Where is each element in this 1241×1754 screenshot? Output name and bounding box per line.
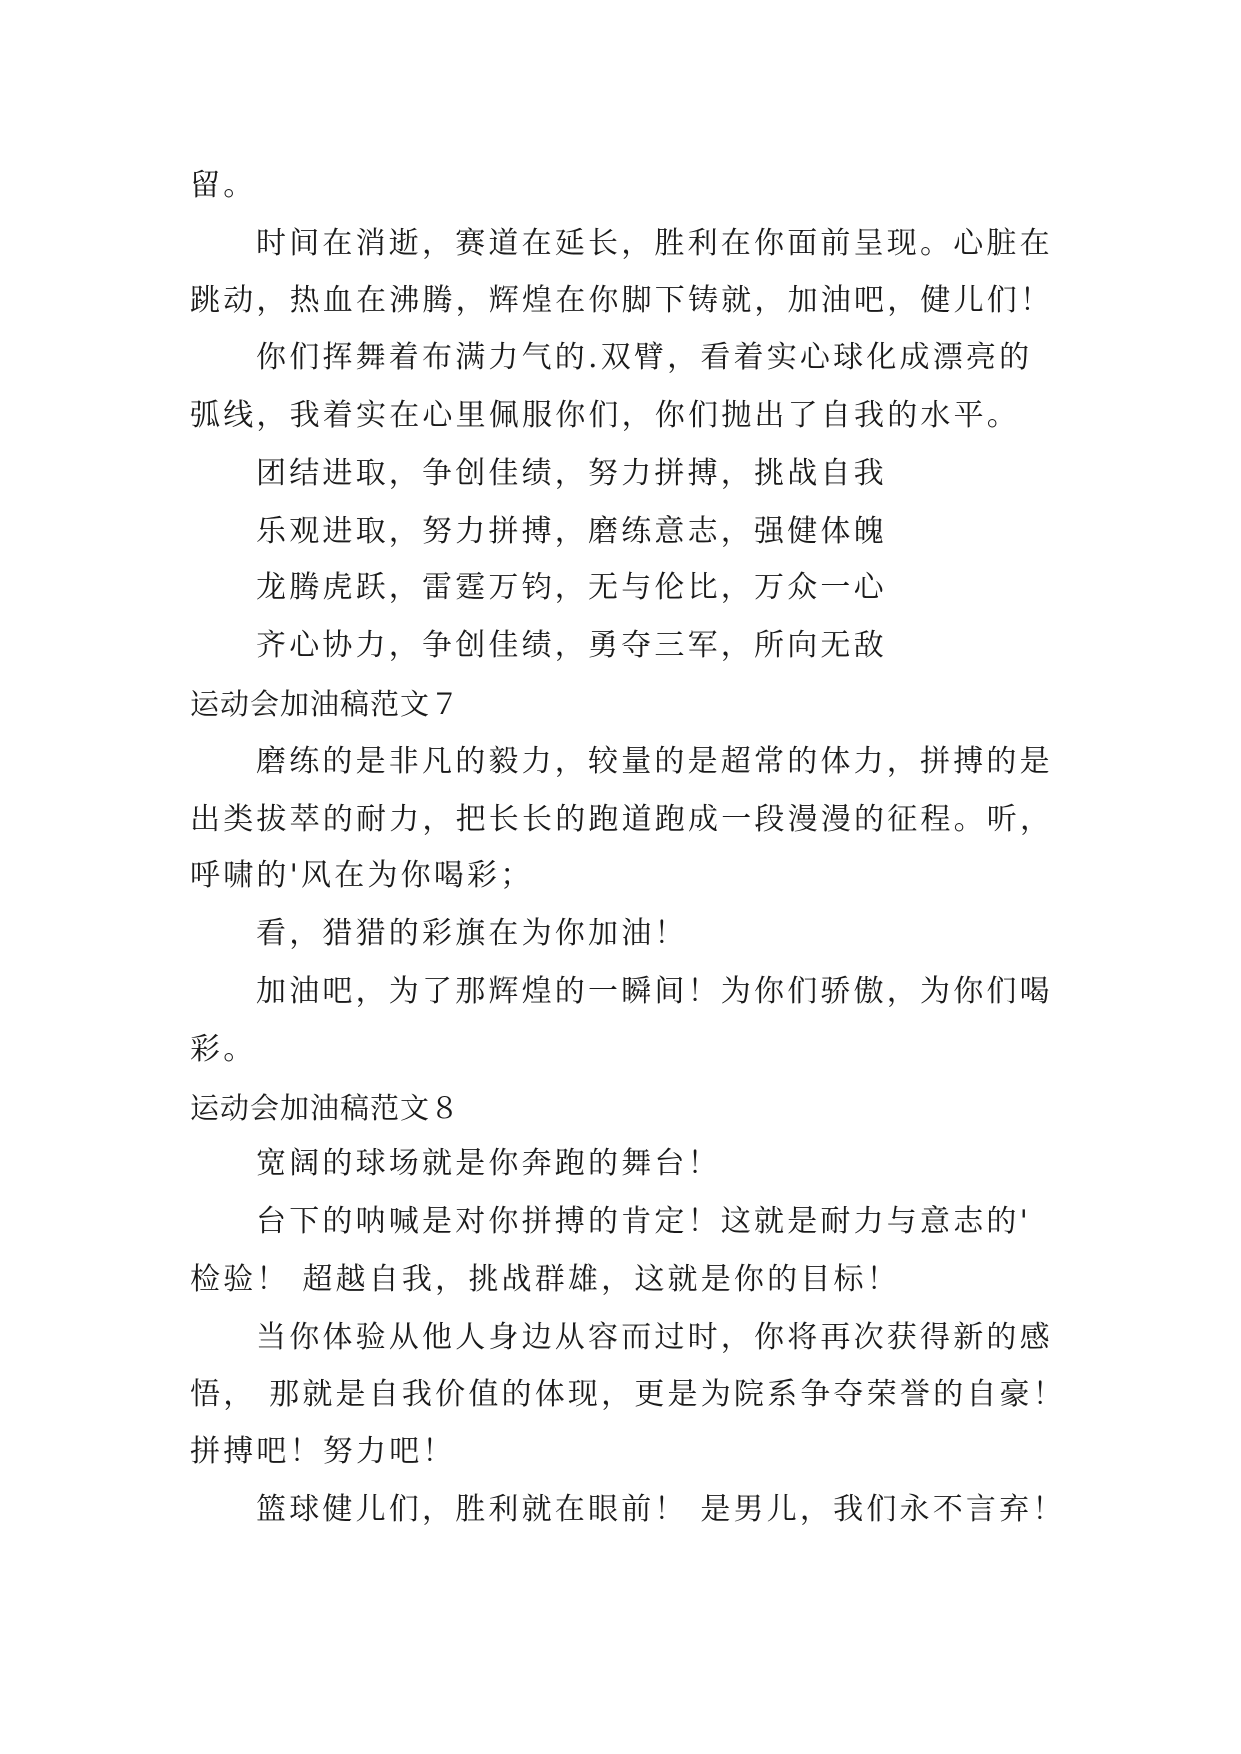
text-line: 篮球健儿们，胜利就在眼前！ 是男儿，我们永不言弃！ <box>256 1492 1066 1527</box>
text-line: 乐观进取，努力拼搏，磨练意志，强健体魄 <box>256 514 887 549</box>
text-line: 磨练的是非凡的毅力，较量的是超常的体力，拼搏的是 <box>256 744 1053 779</box>
text-line: 悟， 那就是自我价值的体现，更是为院系争夺荣誉的自豪！ <box>190 1377 1066 1412</box>
text-line: 拼搏吧！努力吧！ <box>190 1434 456 1469</box>
text-line: 你们挥舞着布满力气的.双臂，看着实心球化成漂亮的 <box>256 340 1033 375</box>
text-line: 跳动，热血在沸腾，辉煌在你脚下铸就，加油吧，健儿们！ <box>190 283 1054 318</box>
text-line: 弧线，我着实在心里佩服你们，你们抛出了自我的水平。 <box>190 398 1020 433</box>
section-heading: 运动会加油稿范文７ <box>190 687 461 721</box>
text-line: 出类拔萃的耐力，把长长的跑道跑成一段漫漫的征程。听， <box>190 802 1054 837</box>
text-line: 宽阔的球场就是你奔跑的舞台！ <box>256 1146 721 1181</box>
text-line: 彩。 <box>190 1032 257 1067</box>
text-line: 检验！ 超越自我，挑战群雄，这就是你的目标！ <box>190 1262 900 1297</box>
text-line: 当你体验从他人身边从容而过时，你将再次获得新的感 <box>256 1320 1053 1355</box>
text-line: 团结进取，争创佳绩，努力拼搏，挑战自我 <box>256 456 887 491</box>
text-line: 留。 <box>190 168 257 203</box>
section-heading: 运动会加油稿范文８ <box>190 1091 461 1125</box>
text-line: 加油吧，为了那辉煌的一瞬间！为你们骄傲，为你们喝 <box>256 974 1053 1009</box>
text-line: 看，猎猎的彩旗在为你加油！ <box>256 916 688 951</box>
text-line: 呼啸的'风在为你喝彩； <box>190 858 534 893</box>
text-line: 齐心协力，争创佳绩，勇夺三军，所向无敌 <box>256 628 887 663</box>
text-line: 龙腾虎跃，雷霆万钧，无与伦比，万众一心 <box>256 570 887 605</box>
text-line: 台下的呐喊是对你拼搏的肯定！这就是耐力与意志的' <box>256 1204 1032 1239</box>
text-line: 时间在消逝，赛道在延长，胜利在你面前呈现。心脏在 <box>256 226 1053 261</box>
